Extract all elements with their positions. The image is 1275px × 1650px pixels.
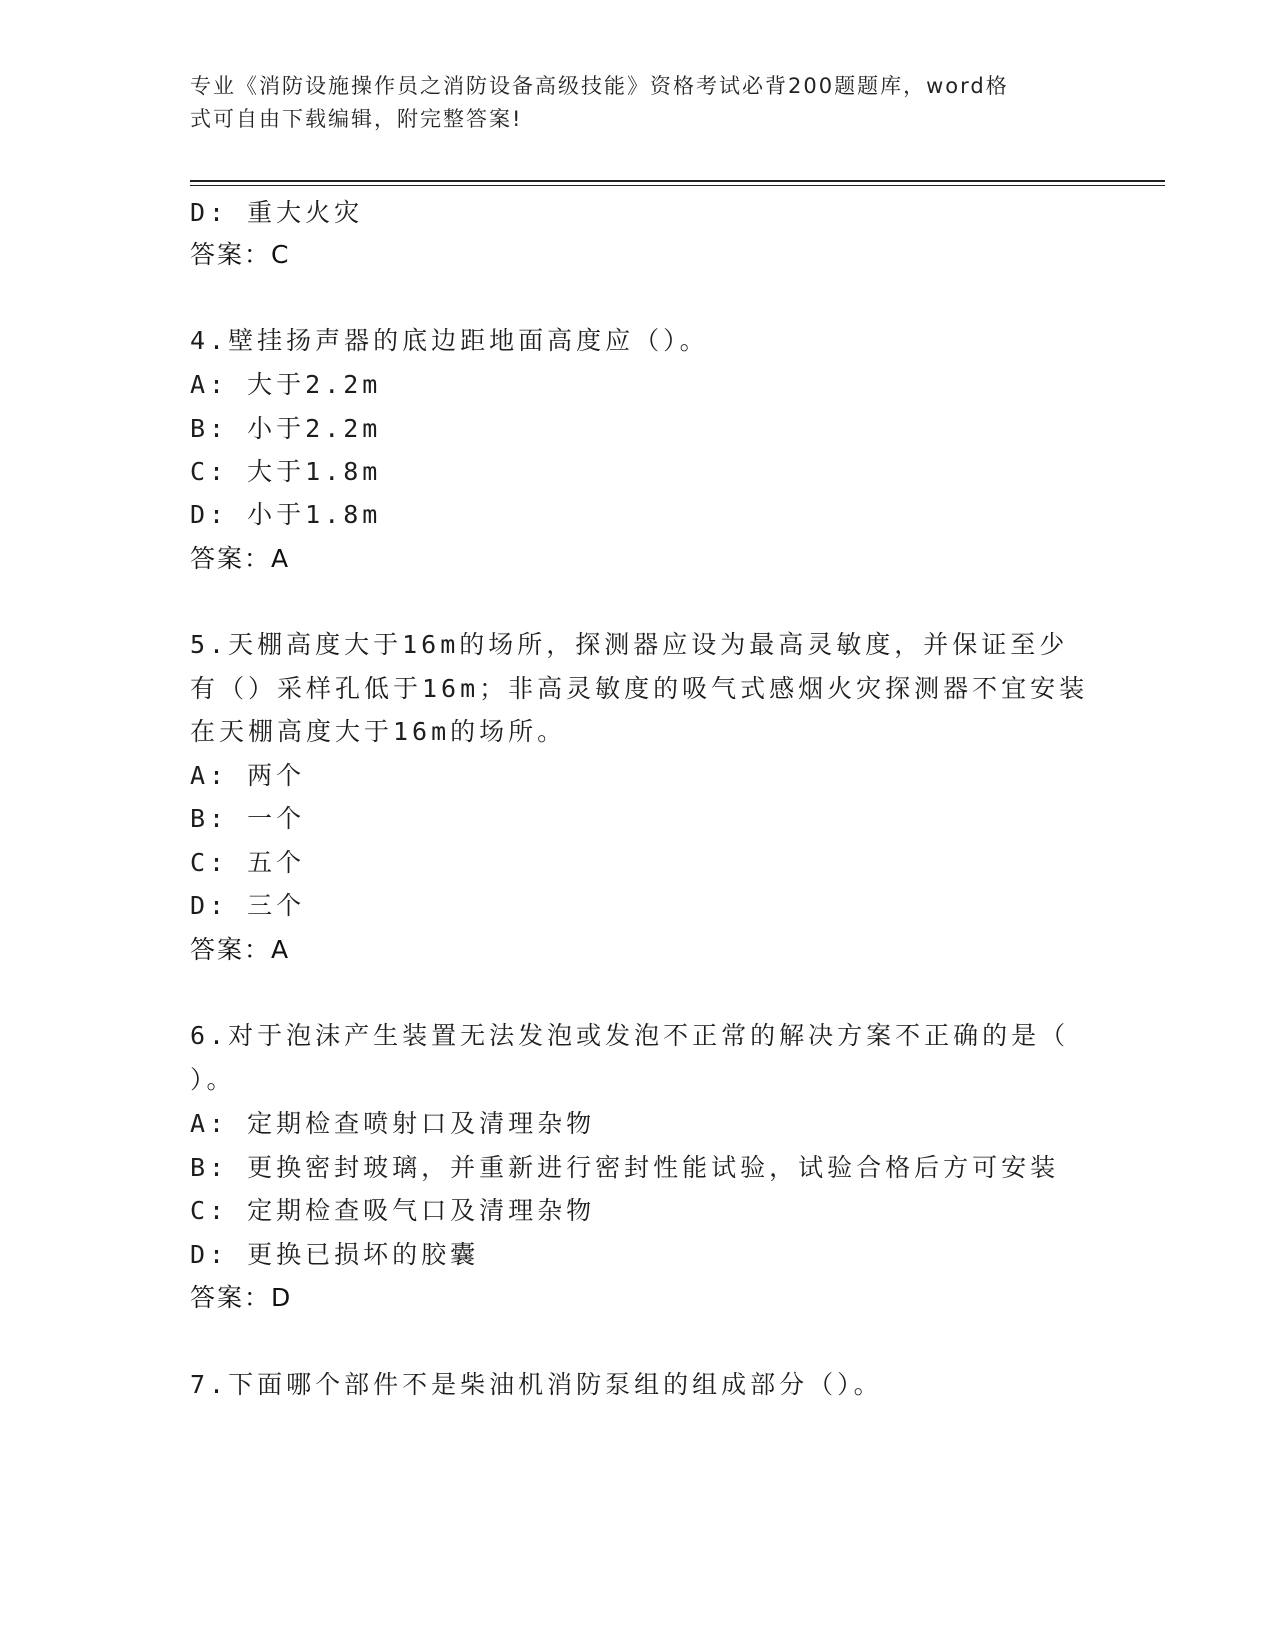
q3-option-d: D: 重大火灾 — [190, 198, 364, 227]
header-divider-thin — [190, 185, 1165, 186]
q3-answer: 答案：C — [190, 240, 291, 269]
q4-option-b: B: 小于2.2m — [190, 414, 382, 443]
q6-question-line-1: 6.对于泡沫产生装置无法发泡或发泡不正常的解决方案不正确的是（ — [190, 1021, 1070, 1050]
q5-question-line-3: 在天棚高度大于16m的场所。 — [190, 717, 567, 746]
header-line-1: 专业《消防设施操作员之消防设备高级技能》资格考试必背200题题库，word格 — [190, 74, 1009, 98]
header-divider-thick — [190, 180, 1165, 182]
q5-option-a: A: 两个 — [190, 761, 306, 790]
q6-answer: 答案：D — [190, 1283, 293, 1312]
q6-option-a: A: 定期检查喷射口及清理杂物 — [190, 1109, 596, 1138]
q4-option-c: C: 大于1.8m — [190, 457, 382, 486]
q5-question-line-2: 有（）采样孔低于16m；非高灵敏度的吸气式感烟火灾探测器不宜安装 — [190, 674, 1089, 703]
q5-option-d: D: 三个 — [190, 891, 306, 920]
header-line-2: 式可自由下载编辑，附完整答案! — [190, 107, 523, 131]
document-header — [190, 70, 1090, 136]
q7-question: 7.下面哪个部件不是柴油机消防泵组的组成部分（）。 — [190, 1370, 883, 1399]
q4-answer: 答案：A — [190, 544, 291, 573]
q6-option-b: B: 更换密封玻璃，并重新进行密封性能试验，试验合格后方可安装 — [190, 1153, 1060, 1182]
q5-option-c: C: 五个 — [190, 848, 306, 877]
q4-option-a: A: 大于2.2m — [190, 370, 382, 399]
q5-question-line-1: 5.天棚高度大于16m的场所，探测器应设为最高灵敏度，并保证至少 — [190, 630, 1069, 659]
q6-option-d: D: 更换已损坏的胶囊 — [190, 1240, 480, 1269]
q6-option-c: C: 定期检查吸气口及清理杂物 — [190, 1196, 596, 1225]
q5-answer: 答案：A — [190, 935, 291, 964]
q6-question-line-2: ）。 — [190, 1065, 236, 1094]
q4-option-d: D: 小于1.8m — [190, 500, 382, 529]
q5-option-b: B: 一个 — [190, 804, 306, 833]
q4-question: 4.壁挂扬声器的底边距地面高度应（）。 — [190, 326, 709, 355]
